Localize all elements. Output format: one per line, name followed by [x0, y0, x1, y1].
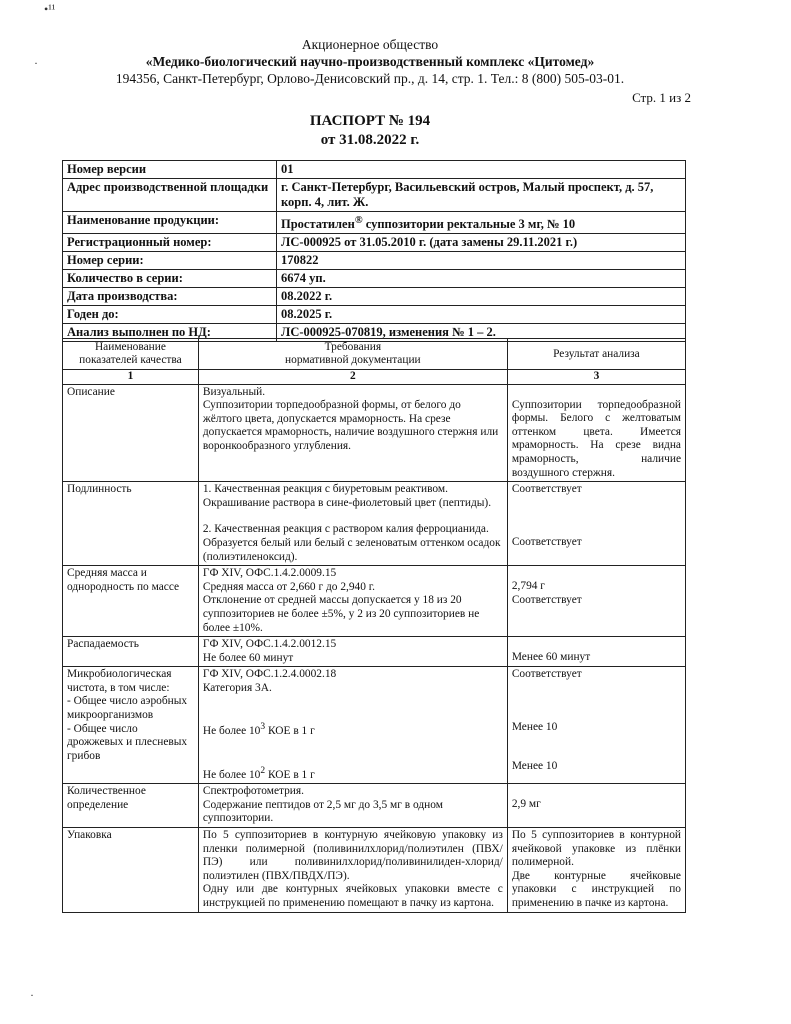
info-key: Номер серии:	[63, 252, 277, 270]
limit-suffix: КОЕ в 1 г	[265, 768, 315, 781]
result-cell	[507, 667, 685, 784]
requirement-cell	[198, 482, 507, 566]
table-row	[63, 784, 686, 828]
requirement-cell	[198, 828, 507, 913]
info-value: 08.2022 г.	[277, 288, 686, 306]
result-text: Менее 10	[511, 760, 558, 773]
requirement-text: Категория 3А.	[202, 681, 272, 694]
column-number: 3	[507, 370, 685, 385]
result-text: 2,794 г	[511, 580, 545, 593]
requirement-text: ГФ XIV, ОФС.1.4.2.0009.15	[202, 567, 337, 580]
requirement-text: По 5 суппозиториев в контурную ячейковую упаковку из пленки полимерной (поливинилхлорид/полиэтилен (ПВХ/ПЭ) или поливинилхлорид/поливинилиден-хлорид/ полиэтилен (ПВХ/ПВДХ/ПЭ).	[202, 829, 503, 882]
result-text: Суппозитории торпедообразной формы. Белого с желтоватым оттенком цвета. Имеется мраморность. На срезе видна мраморность, наличие воздушного стержня.	[511, 398, 681, 479]
quality-analysis-table	[62, 338, 686, 913]
info-value: 6674 уп.	[277, 270, 686, 288]
requirement-text: ГФ XIV, ОФС.1.4.2.0012.15	[202, 638, 337, 651]
document-title	[0, 112, 740, 150]
column-header-requirements-line-1: Требования	[324, 341, 382, 353]
info-value: ЛС-000925 от 31.05.2010 г. (дата замены 29.11.2021 г.)	[277, 234, 686, 252]
limit-suffix: КОЕ в 1 г	[265, 725, 315, 738]
requirement-text: Спектрофотометрия.	[202, 785, 304, 798]
table-row	[63, 482, 686, 566]
indicator-text: - Общее число дрожжевых и плесневых грибов	[67, 722, 188, 762]
result-text: Соответствует	[511, 483, 582, 496]
result-cell	[507, 637, 685, 667]
company-type: Акционерное общество	[301, 37, 439, 52]
info-key: Номер версии	[63, 161, 277, 179]
product-name: Простатилен	[281, 217, 355, 232]
product-form: суппозитории ректальные 3 мг, № 10	[362, 217, 576, 232]
batch-info-table	[62, 160, 686, 342]
company-header	[60, 36, 680, 87]
table-header-row	[63, 339, 686, 370]
title-line-1: ПАСПОРТ № 194	[309, 113, 431, 129]
info-value: 01	[277, 161, 686, 179]
column-number-row	[63, 370, 686, 385]
indicator-description: Описание	[63, 384, 199, 482]
indicator-text: Микробиологическая чистота, в том числе:	[67, 668, 172, 694]
company-name: «Медико-биологический научно-производственный комплекс «Цитомед»	[145, 54, 595, 69]
result-cell	[507, 828, 685, 913]
result-cell	[507, 482, 685, 566]
column-header-requirements-line-2: нормативной документации	[285, 354, 421, 366]
result-text: Менее 60 минут	[511, 651, 591, 664]
requirement-text: Не более 60 минут	[202, 651, 294, 664]
limit-exponent: 3	[260, 722, 266, 733]
scan-mark: •¹¹	[44, 2, 56, 16]
info-row	[63, 270, 686, 288]
limit-prefix: Не более 10	[202, 725, 261, 738]
limit-exponent: 2	[260, 765, 266, 776]
column-number: 1	[63, 370, 199, 385]
indicator-packaging: Упаковка	[63, 828, 199, 913]
info-row	[63, 234, 686, 252]
requirement-text: Средняя масса от 2,660 г до 2,940 г.	[202, 580, 376, 593]
page-number: Стр. 1 из 2	[632, 90, 691, 105]
company-address: 194356, Санкт-Петербург, Орлово-Денисовский пр., д. 14, стр. 1. Тел.: 8 (800) 505-03-01.	[115, 71, 625, 86]
result-text: Соответствует	[511, 535, 582, 548]
indicator-text: - Общее число аэробных микроорганизмов	[67, 695, 188, 722]
indicator-assay: Количественное определение	[63, 784, 199, 828]
info-key: Анализ выполнен по НД:	[63, 324, 277, 342]
requirement-text	[203, 765, 503, 782]
requirement-cell	[198, 784, 507, 828]
column-number: 2	[198, 370, 507, 385]
info-key: Годен до:	[63, 306, 277, 324]
indicator-identity: Подлинность	[63, 482, 199, 566]
info-value: 170822	[277, 252, 686, 270]
requirement-text	[203, 721, 503, 738]
info-row	[63, 288, 686, 306]
table-row	[63, 828, 686, 913]
info-value: 08.2025 г.	[277, 306, 686, 324]
requirement-text: 2. Качественная реакция с раствором калия ферроцианида. Образуется белый или белый с зеленоватым оттенком осадок (полиэтиленоксид).	[202, 523, 501, 563]
requirement-text: ГФ XIV, ОФС.1.2.4.0002.18	[202, 668, 337, 681]
registered-mark: ®	[354, 215, 363, 226]
result-text: Менее 10	[511, 720, 558, 733]
requirement-text: Суппозитории торпедообразной формы, от белого до жёлтого цвета, допускается мраморность. На срезе допускается мраморность, наличие воздушного стержня или воронкообразного углубления.	[202, 399, 499, 452]
requirement-cell	[198, 566, 507, 637]
result-cell	[507, 784, 685, 828]
title-line-2: от 31.08.2022 г.	[320, 132, 420, 148]
result-text: По 5 суппозиториев в контурной ячейковой упаковке из плёнки полимерной.	[511, 829, 681, 869]
requirement-cell	[198, 384, 507, 482]
table-row	[63, 384, 686, 482]
info-row	[63, 179, 686, 212]
indicator-micro	[63, 667, 199, 784]
requirement-text: Содержание пептидов от 2,5 мг до 3,5 мг в одном суппозитории.	[202, 798, 443, 825]
info-key: Количество в серии:	[63, 270, 277, 288]
info-key: Дата производства:	[63, 288, 277, 306]
requirement-text: Визуальный.	[202, 385, 266, 398]
table-row	[63, 667, 686, 784]
requirement-text: Отклонение от средней массы допускается у 18 из 20 суппозиториев не более ±5%, у 2 из 20 суппозиториев не более ±10%.	[202, 594, 480, 634]
requirement-cell	[198, 637, 507, 667]
column-header-requirements	[198, 339, 507, 370]
table-row	[63, 566, 686, 637]
result-text: Две контурные ячейковые упаковки с инструкцией по применению в пачке из картона.	[511, 869, 681, 909]
info-row	[63, 252, 686, 270]
limit-prefix: Не более 10	[202, 768, 261, 781]
result-cell	[507, 566, 685, 637]
scan-mark: ·	[30, 988, 34, 1002]
info-value	[277, 212, 686, 234]
info-key: Адрес производственной площадки	[63, 179, 277, 212]
indicator-disintegration: Распадаемость	[63, 637, 199, 667]
requirement-text: 1. Качественная реакция с биуретовым реактивом. Окрашивание раствора в сине-фиолетовый цвет (пептиды).	[202, 483, 492, 509]
info-row	[63, 161, 686, 179]
indicator-mass: Средняя масса и однородность по массе	[63, 566, 199, 637]
column-header-indicators: Наименование показателей качества	[63, 339, 199, 370]
info-row	[63, 306, 686, 324]
result-text: Соответствует	[511, 593, 582, 606]
column-header-result: Результат анализа	[507, 339, 685, 370]
info-key: Регистрационный номер:	[63, 234, 277, 252]
scan-mark: ·	[34, 56, 38, 70]
result-text: 2,9 мг	[511, 798, 541, 811]
result-cell	[507, 384, 685, 482]
info-row	[63, 212, 686, 234]
requirement-text: Одну или две контурных ячейковых упаковки вместе с инструкцией по применению помещают в пачку из картона.	[202, 883, 503, 909]
table-row	[63, 637, 686, 667]
requirement-cell	[198, 667, 507, 784]
info-value: ЛС-000925-070819, изменения № 1 – 2.	[277, 324, 686, 342]
result-text: Соответствует	[511, 668, 582, 681]
info-key: Наименование продукции:	[63, 212, 277, 234]
info-value: г. Санкт-Петербург, Васильевский остров, Малый проспект, д. 57, корп. 4, лит. Ж.	[277, 179, 686, 212]
